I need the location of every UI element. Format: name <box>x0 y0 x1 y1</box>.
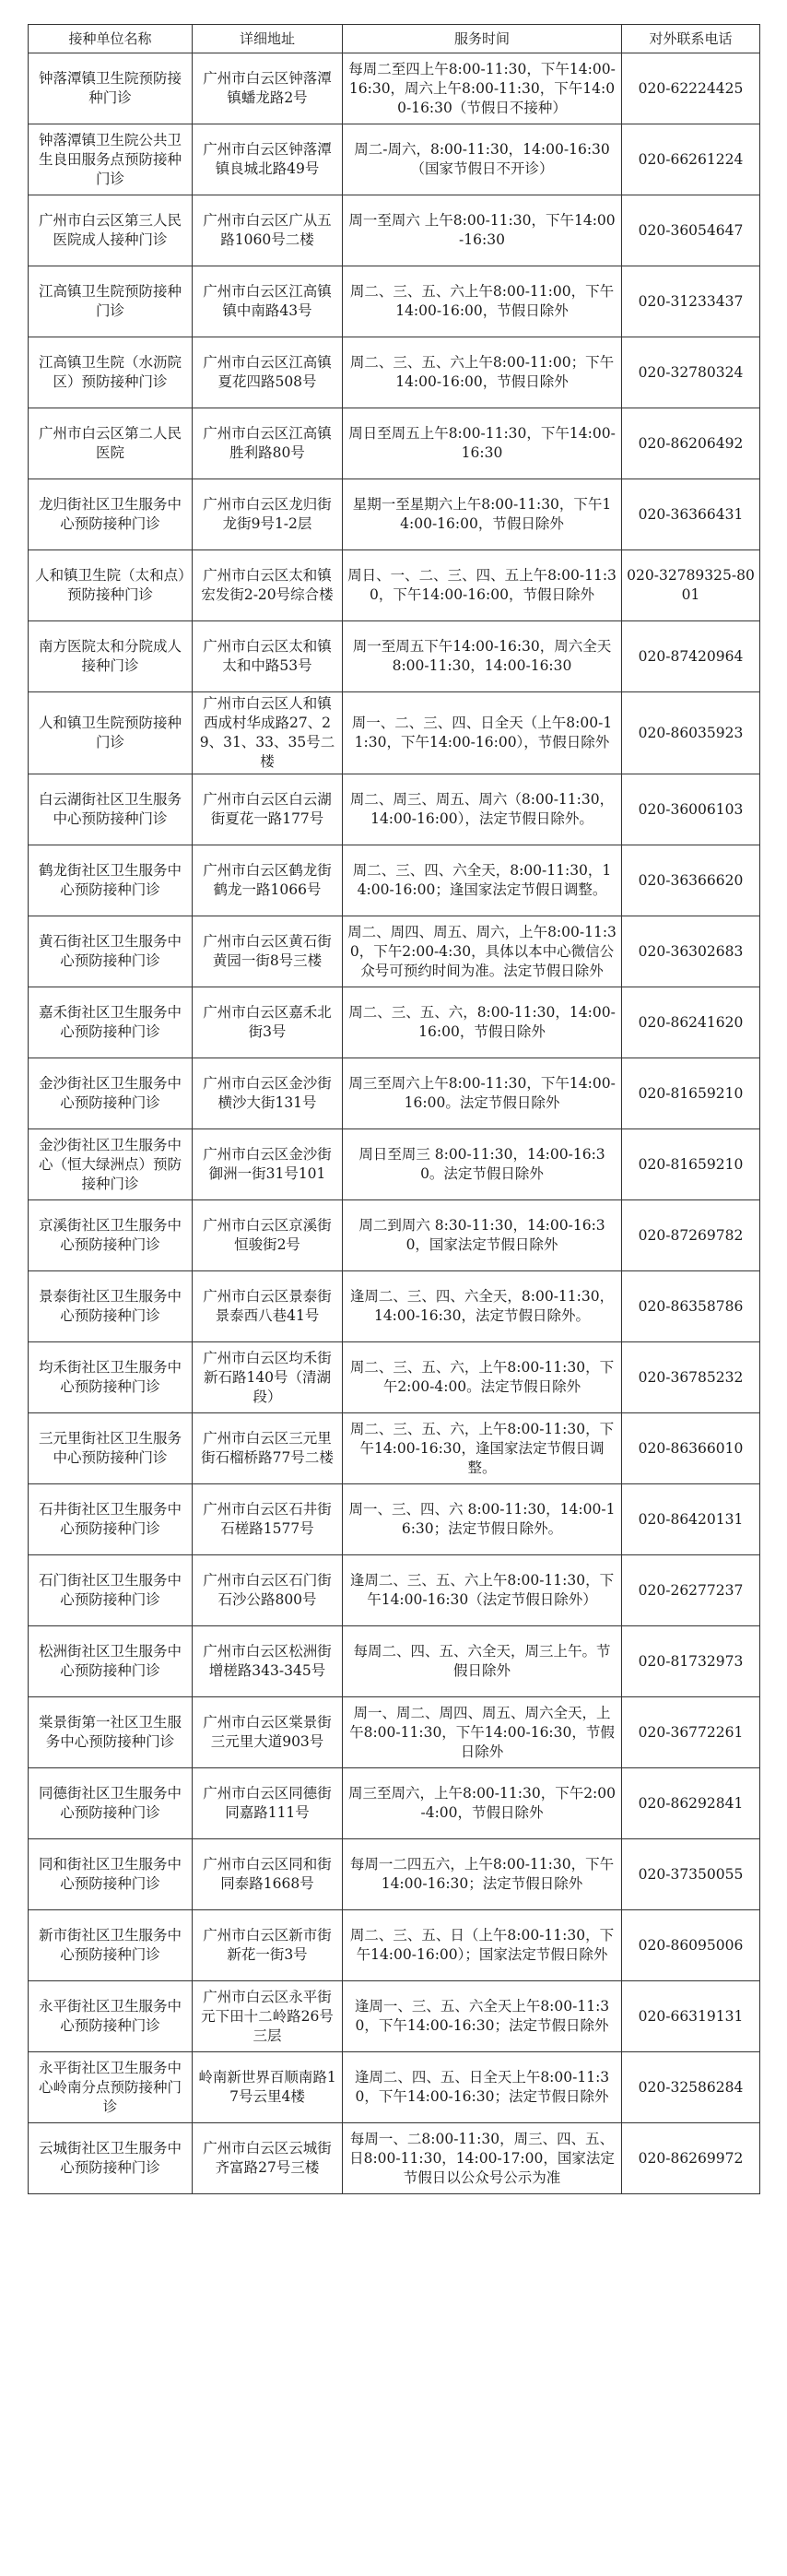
service-hours-cell: 每周一二四五六，上午8:00-11:30，下午14:00-16:30；法定节假日除外 <box>343 1839 622 1910</box>
table-row <box>29 550 760 621</box>
phone-cell: 020-87269782 <box>622 1200 760 1271</box>
phone-cell: 020-86269972 <box>622 2123 760 2194</box>
table-row <box>29 408 760 479</box>
address-cell: 广州市白云区石门街石沙公路800号 <box>193 1555 343 1626</box>
unit-name-cell: 鹤龙街社区卫生服务中心预防接种门诊 <box>29 845 193 916</box>
service-hours-cell: 周日至周三 8:00-11:30，14:00-16:30。法定节假日除外 <box>343 1129 622 1200</box>
address-cell: 广州市白云区景泰街景泰西八巷41号 <box>193 1271 343 1342</box>
table-row <box>29 1839 760 1910</box>
address-cell: 广州市白云区广从五路1060号二楼 <box>193 195 343 266</box>
service-hours-cell: 周一至周六 上午8:00-11:30，下午14:00-16:30 <box>343 195 622 266</box>
service-hours-cell: 逢周一、三、五、六全天上午8:00-11:30，下午14:00-16:30；法定节假日除外 <box>343 1981 622 2052</box>
address-cell: 广州市白云区白云湖街夏花一路177号 <box>193 774 343 845</box>
unit-name-cell: 新市街社区卫生服务中心预防接种门诊 <box>29 1910 193 1981</box>
service-hours-cell: 周一、三、四、六 8:00-11:30，14:00-16:30；法定节假日除外。 <box>343 1484 622 1555</box>
address-cell: 广州市白云区金沙街横沙大街131号 <box>193 1058 343 1129</box>
phone-cell: 020-36054647 <box>622 195 760 266</box>
unit-name-cell: 石门街社区卫生服务中心预防接种门诊 <box>29 1555 193 1626</box>
service-hours-cell: 周三至周六上午8:00-11:30，下午14:00-16:00。法定节假日除外 <box>343 1058 622 1129</box>
table-row <box>29 1910 760 1981</box>
unit-name-cell: 钟落潭镇卫生院公共卫生良田服务点预防接种门诊 <box>29 124 193 195</box>
unit-name-cell: 松洲街社区卫生服务中心预防接种门诊 <box>29 1626 193 1697</box>
phone-cell: 020-66319131 <box>622 1981 760 2052</box>
service-hours-cell: 周二、三、四、六全天，8:00-11:30，14:00-16:00；逢国家法定节假日调整。 <box>343 845 622 916</box>
table-header <box>29 25 760 53</box>
table-row <box>29 337 760 408</box>
unit-name-cell: 江高镇卫生院（水沥院区）预防接种门诊 <box>29 337 193 408</box>
service-hours-cell: 周二到周六 8:30-11:30，14:00-16:30，国家法定节假日除外 <box>343 1200 622 1271</box>
service-hours-cell: 每周一、二8:00-11:30，周三、四、五、日8:00-11:30，14:00-17:00，国家法定节假日以公众号公示为准 <box>343 2123 622 2194</box>
phone-cell: 020-62224425 <box>622 53 760 124</box>
service-hours-cell: 周二、周三、周五、周六（8:00-11:30，14:00-16:00），法定节假日除外。 <box>343 774 622 845</box>
table-row <box>29 195 760 266</box>
address-cell: 广州市白云区金沙街御洲一街31号101 <box>193 1129 343 1200</box>
vaccination-schedule-table <box>28 24 760 2194</box>
table-row <box>29 1200 760 1271</box>
address-cell: 广州市白云区同和街同泰路1668号 <box>193 1839 343 1910</box>
unit-name-cell: 钟落潭镇卫生院预防接种门诊 <box>29 53 193 124</box>
address-cell: 广州市白云区嘉禾北街3号 <box>193 987 343 1058</box>
unit-name-cell: 同和街社区卫生服务中心预防接种门诊 <box>29 1839 193 1910</box>
unit-name-cell: 广州市白云区第二人民医院 <box>29 408 193 479</box>
address-cell: 广州市白云区石井街石槎路1577号 <box>193 1484 343 1555</box>
address-cell: 广州市白云区人和镇西成村华成路27、29、31、33、35号二楼 <box>193 692 343 774</box>
service-hours-cell: 周日、一、二、三、四、五上午8:00-11:30，下午14:00-16:00，节假日除外 <box>343 550 622 621</box>
service-hours-cell: 周三至周六，上午8:00-11:30，下午2:00-4:00，节假日除外 <box>343 1768 622 1839</box>
table-row <box>29 1129 760 1200</box>
phone-cell: 020-86206492 <box>622 408 760 479</box>
service-hours-cell: 周二、三、五、六上午8:00-11:00；下午14:00-16:00，节假日除外 <box>343 337 622 408</box>
service-hours-cell: 周二、三、五、六上午8:00-11:00，下午14:00-16:00，节假日除外 <box>343 266 622 337</box>
phone-cell: 020-86241620 <box>622 987 760 1058</box>
phone-cell: 020-31233437 <box>622 266 760 337</box>
table-body <box>29 53 760 2194</box>
service-hours-cell: 周一至周五下午14:00-16:30，周六全天8:00-11:30，14:00-16:30 <box>343 621 622 692</box>
phone-cell: 020-36785232 <box>622 1342 760 1413</box>
unit-name-cell: 永平街社区卫生服务中心岭南分点预防接种门诊 <box>29 2052 193 2123</box>
table-row <box>29 1413 760 1484</box>
unit-name-cell: 云城街社区卫生服务中心预防接种门诊 <box>29 2123 193 2194</box>
service-hours-cell: 周二、三、五、六，8:00-11:30，14:00-16:00，节假日除外 <box>343 987 622 1058</box>
unit-name-cell: 嘉禾街社区卫生服务中心预防接种门诊 <box>29 987 193 1058</box>
table-row <box>29 621 760 692</box>
unit-name-cell: 棠景街第一社区卫生服务中心预防接种门诊 <box>29 1697 193 1768</box>
table-row <box>29 479 760 550</box>
unit-name-cell: 景泰街社区卫生服务中心预防接种门诊 <box>29 1271 193 1342</box>
phone-cell: 020-36366431 <box>622 479 760 550</box>
table-row <box>29 692 760 774</box>
table-row <box>29 53 760 124</box>
address-cell: 广州市白云区松洲街增槎路343-345号 <box>193 1626 343 1697</box>
header-hours: 服务时间 <box>343 25 622 53</box>
phone-cell: 020-81732973 <box>622 1626 760 1697</box>
address-cell: 广州市白云区钟落潭镇蟠龙路2号 <box>193 53 343 124</box>
service-hours-cell: 周二、三、五、日（上午8:00-11:30，下午14:00-16:00）；国家法定节假日除外 <box>343 1910 622 1981</box>
unit-name-cell: 人和镇卫生院预防接种门诊 <box>29 692 193 774</box>
unit-name-cell: 同德街社区卫生服务中心预防接种门诊 <box>29 1768 193 1839</box>
phone-cell: 020-86035923 <box>622 692 760 774</box>
table-row <box>29 774 760 845</box>
unit-name-cell: 三元里街社区卫生服务中心预防接种门诊 <box>29 1413 193 1484</box>
phone-cell: 020-86366010 <box>622 1413 760 1484</box>
address-cell: 广州市白云区棠景街三元里大道903号 <box>193 1697 343 1768</box>
address-cell: 广州市白云区太和镇宏发街2-20号综合楼 <box>193 550 343 621</box>
address-cell: 广州市白云区龙归街龙街9号1-2层 <box>193 479 343 550</box>
unit-name-cell: 永平街社区卫生服务中心预防接种门诊 <box>29 1981 193 2052</box>
address-cell: 广州市白云区三元里街石榴桥路77号二楼 <box>193 1413 343 1484</box>
phone-cell: 020-66261224 <box>622 124 760 195</box>
table-row <box>29 916 760 987</box>
address-cell: 广州市白云区京溪街恒骏街2号 <box>193 1200 343 1271</box>
address-cell: 广州市白云区云城街齐富路27号三楼 <box>193 2123 343 2194</box>
service-hours-cell: 周二、三、五、六，上午8:00-11:30，下午2:00-4:00。法定节假日除外 <box>343 1342 622 1413</box>
phone-cell: 020-36772261 <box>622 1697 760 1768</box>
table-row <box>29 1626 760 1697</box>
address-cell: 广州市白云区鹤龙街鹤龙一路1066号 <box>193 845 343 916</box>
table-row <box>29 1768 760 1839</box>
service-hours-cell: 周二、周四、周五、周六，上午8:00-11:30，下午2:00-4:30，具体以本中心微信公众号可预约时间为准。法定节假日除外 <box>343 916 622 987</box>
phone-cell: 020-26277237 <box>622 1555 760 1626</box>
unit-name-cell: 白云湖街社区卫生服务中心预防接种门诊 <box>29 774 193 845</box>
unit-name-cell: 江高镇卫生院预防接种门诊 <box>29 266 193 337</box>
header-name: 接种单位名称 <box>29 25 193 53</box>
schedule-page <box>28 24 759 2194</box>
phone-cell: 020-36006103 <box>622 774 760 845</box>
table-row <box>29 1342 760 1413</box>
table-row <box>29 2123 760 2194</box>
table-row <box>29 266 760 337</box>
address-cell: 广州市白云区黄石街黄园一街8号三楼 <box>193 916 343 987</box>
service-hours-cell: 星期一至星期六上午8:00-11:30，下午14:00-16:00，节假日除外 <box>343 479 622 550</box>
table-row <box>29 1271 760 1342</box>
address-cell: 广州市白云区均禾街新石路140号（清湖段） <box>193 1342 343 1413</box>
phone-cell: 020-32586284 <box>622 2052 760 2123</box>
phone-cell: 020-81659210 <box>622 1129 760 1200</box>
table-row <box>29 1058 760 1129</box>
phone-cell: 020-37350055 <box>622 1839 760 1910</box>
service-hours-cell: 逢周二、三、五、六上午8:00-11:30，下午14:00-16:30（法定节假日除外） <box>343 1555 622 1626</box>
address-cell: 广州市白云区江高镇夏花四路508号 <box>193 337 343 408</box>
address-cell: 广州市白云区同德街同嘉路111号 <box>193 1768 343 1839</box>
table-row <box>29 1697 760 1768</box>
address-cell: 广州市白云区新市街新花一街3号 <box>193 1910 343 1981</box>
unit-name-cell: 龙归街社区卫生服务中心预防接种门诊 <box>29 479 193 550</box>
table-row <box>29 1484 760 1555</box>
phone-cell: 020-36302683 <box>622 916 760 987</box>
phone-cell: 020-87420964 <box>622 621 760 692</box>
phone-cell: 020-86358786 <box>622 1271 760 1342</box>
unit-name-cell: 京溪街社区卫生服务中心预防接种门诊 <box>29 1200 193 1271</box>
service-hours-cell: 周一、二、三、四、日全天（上午8:00-11:30，下午14:00-16:00），节假日除外 <box>343 692 622 774</box>
phone-cell: 020-32780324 <box>622 337 760 408</box>
phone-cell: 020-86292841 <box>622 1768 760 1839</box>
address-cell: 广州市白云区江高镇胜利路80号 <box>193 408 343 479</box>
unit-name-cell: 南方医院太和分院成人接种门诊 <box>29 621 193 692</box>
service-hours-cell: 周一、周二、周四、周五、周六全天，上午8:00-11:30，下午14:00-16:30，节假日除外 <box>343 1697 622 1768</box>
table-row <box>29 987 760 1058</box>
header-row <box>29 25 760 53</box>
unit-name-cell: 金沙街社区卫生服务中心预防接种门诊 <box>29 1058 193 1129</box>
table-row <box>29 1555 760 1626</box>
header-address: 详细地址 <box>193 25 343 53</box>
unit-name-cell: 黄石街社区卫生服务中心预防接种门诊 <box>29 916 193 987</box>
service-hours-cell: 每周二至四上午8:00-11:30，下午14:00-16:30，周六上午8:00-11:30，下午14:00-16:30（节假日不接种） <box>343 53 622 124</box>
phone-cell: 020-81659210 <box>622 1058 760 1129</box>
table-row <box>29 124 760 195</box>
service-hours-cell: 周二、三、五、六，上午8:00-11:30，下午14:00-16:30，逢国家法定节假日调整。 <box>343 1413 622 1484</box>
unit-name-cell: 均禾街社区卫生服务中心预防接种门诊 <box>29 1342 193 1413</box>
phone-cell: 020-86420131 <box>622 1484 760 1555</box>
phone-cell: 020-86095006 <box>622 1910 760 1981</box>
service-hours-cell: 周日至周五上午8:00-11:30，下午14:00-16:30 <box>343 408 622 479</box>
service-hours-cell: 周二-周六，8:00-11:30，14:00-16:30（国家节假日不开诊） <box>343 124 622 195</box>
address-cell: 广州市白云区太和镇太和中路53号 <box>193 621 343 692</box>
service-hours-cell: 每周二、四、五、六全天，周三上午。节假日除外 <box>343 1626 622 1697</box>
unit-name-cell: 金沙街社区卫生服务中心（恒大绿洲点）预防接种门诊 <box>29 1129 193 1200</box>
phone-cell: 020-36366620 <box>622 845 760 916</box>
table-row <box>29 1981 760 2052</box>
header-phone: 对外联系电话 <box>622 25 760 53</box>
service-hours-cell: 逢周二、四、五、日全天上午8:00-11:30，下午14:00-16:30；法定节假日除外 <box>343 2052 622 2123</box>
service-hours-cell: 逢周二、三、四、六全天，8:00-11:30，14:00-16:30，法定节假日除外。 <box>343 1271 622 1342</box>
address-cell: 岭南新世界百顺南路17号云里4楼 <box>193 2052 343 2123</box>
address-cell: 广州市白云区永平街元下田十二岭路26号三层 <box>193 1981 343 2052</box>
phone-cell: 020-32789325-8001 <box>622 550 760 621</box>
address-cell: 广州市白云区江高镇镇中南路43号 <box>193 266 343 337</box>
unit-name-cell: 广州市白云区第三人民医院成人接种门诊 <box>29 195 193 266</box>
table-row <box>29 845 760 916</box>
table-row <box>29 2052 760 2123</box>
unit-name-cell: 石井街社区卫生服务中心预防接种门诊 <box>29 1484 193 1555</box>
unit-name-cell: 人和镇卫生院（太和点）预防接种门诊 <box>29 550 193 621</box>
address-cell: 广州市白云区钟落潭镇良城北路49号 <box>193 124 343 195</box>
